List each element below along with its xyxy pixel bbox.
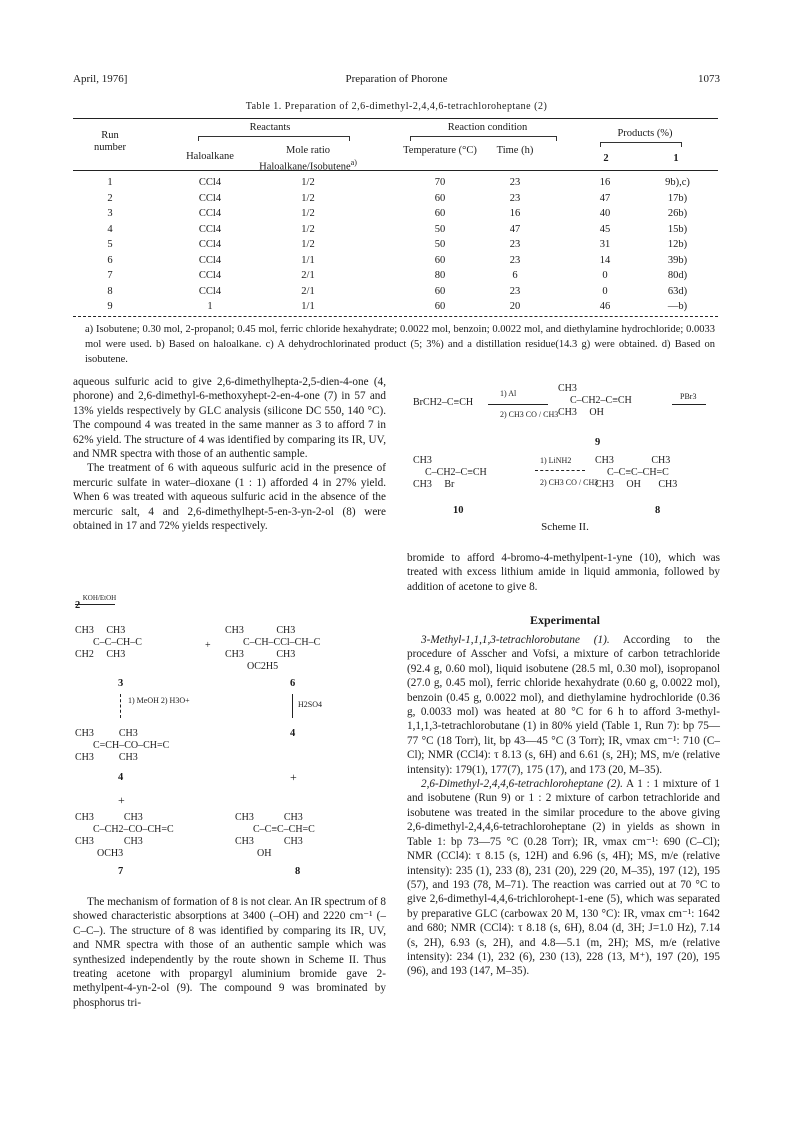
running-header-title: Preparation of Phorone: [345, 73, 448, 85]
plus-sign: +: [205, 640, 211, 651]
table-row: [73, 255, 718, 268]
table-cell-ratio: 1/2: [301, 192, 315, 204]
reagent-h2so4: H2SO4: [298, 700, 323, 709]
reagent-acetone: 2) CH3 CO / CH3: [500, 410, 559, 419]
paragraph: 3-Methyl-1,1,1,3-tetrachlorobutane (1). According to the procedure of Asscher and Vofsi, a mixture of carbon tetrachloride (92.4 g, 0.60 mol), liquid isobutene (28.5 ml, 0.30 mol), isopropanol (27.0 g, 0.45 mol), ferric chloride hexahydrate (0.60 g, 0.0022 mol), benzoin (0.45 g, 0.0022 mol), and diethylamine hydrochloride (0.36 g, 0.0033 mol) was heated at 80 °C for 6 h to afford 3-methyl-1,1,1,3-tetrachlorobutane (1) in 80% yield (Table 1, Run 7): bp 75—77 °C (18 Torr), lit, bp 43—45 °C (3 Torr); IR, νmax cm⁻¹: 710 (C–Cl); NMR (CCl4): τ 8.13 (s, 6H) and 6.61 (s, 2H); MS, m/e (relative intensity): 179(1), 177(7), 175 (17), and 173 (20, M–35).: [407, 634, 721, 776]
table-cell-temp: 80: [434, 270, 446, 281]
table-cell-run: 5: [107, 239, 113, 250]
right-column-text-2: [407, 633, 720, 979]
table-cell-p2: 0: [602, 285, 608, 297]
table-cell-p2: 16: [599, 177, 611, 188]
compound-4: CH3 CH3 C=CH–CO–CH=C CH3 CH3: [75, 728, 170, 763]
table-cell-time: 23: [509, 177, 521, 188]
table-cell-p2: 47: [599, 192, 611, 204]
table-cell-halo: 1: [207, 301, 213, 312]
table-cell-p2: 31: [599, 239, 611, 250]
table-cell-run: 7: [107, 270, 113, 281]
table-cell-ratio: 1/1: [301, 254, 315, 266]
table-cell-halo: CCl4: [198, 270, 222, 281]
compound-9: CH3 C–CH2–C≡CH CH3 OH: [558, 383, 632, 418]
paragraph: aqueous sulfuric acid to give 2,6-dimethylhepta-2,5-dien-4-one (4, phorone) and 2,6-dimethyl-6-methoxyhept-2-en-4-one (7) in 57 and 13% yields respectively by GLC analysis (silicone DC 550, 140 °C). The compound 4 was treated in the same manner as 3 to afford 7 in 62% yield. The structure of 4 was identified by comparing its IR, UV, and NMR spectra with those of an authentic sample.: [73, 376, 386, 461]
table-cell-time: 23: [509, 285, 521, 297]
table-cell-ratio: 1/2: [301, 239, 315, 250]
right-column-text-1: [407, 551, 720, 594]
table-cell-run: 1: [107, 177, 113, 188]
page-number: 1073: [698, 73, 720, 85]
table-row: [73, 239, 718, 252]
label-7: 7: [118, 866, 124, 877]
bromide-start: BrCH2–C≡CH: [413, 397, 474, 408]
arrow-3-to-4: [120, 694, 121, 718]
table-cell-p1: 15b): [667, 223, 688, 235]
header-mole-ratio: Mole ratio Haloalkane/Isobutene$^{a)}$: [259, 145, 357, 173]
label-8: 8: [295, 866, 301, 877]
table-cell-p1: 9b),c): [665, 177, 690, 188]
table-cell-p2: 40: [599, 208, 611, 219]
compound-8: CH3 CH3 C–C≡C–CH=C CH3 CH3 OH: [235, 812, 315, 859]
table-bottom-rule: [73, 316, 718, 317]
label-4: 4: [118, 772, 124, 783]
table-cell-time: 20: [509, 301, 521, 312]
table-row: [73, 208, 718, 221]
header-time: Time (h): [496, 145, 534, 156]
products-brace: [600, 142, 682, 147]
table-cell-ratio: 2/1: [301, 285, 315, 297]
paragraph: bromide to afford 4-bromo-4-methylpent-1-yne (10), which was treated with excess lithium amide in liquid ammonia, followed by addition of acetone to give 8.: [407, 552, 720, 593]
table-cell-halo: CCl4: [198, 223, 222, 235]
table-cell-time: 23: [509, 239, 521, 250]
header-haloalkane: Haloalkane: [186, 151, 234, 162]
header-reaction-condition: Reaction condition: [447, 122, 528, 133]
reagent-pbr3: PBr3: [680, 392, 697, 401]
table-cell-p1: —b): [667, 301, 688, 312]
table-cell-time: 23: [509, 254, 521, 266]
table-cell-p2: 45: [599, 223, 611, 235]
table-row: [73, 193, 718, 206]
table-cell-p1: 12b): [667, 239, 688, 250]
table-cell-temp: 50: [434, 239, 446, 250]
label-3: 3: [118, 678, 124, 689]
label-6: 6: [290, 678, 296, 689]
label-10: 10: [453, 505, 464, 516]
left-column-text-1: [73, 375, 386, 533]
header-product-2: 2: [603, 153, 609, 164]
table-cell-temp: 70: [434, 177, 446, 188]
table-footnotes: a) Isobutene; 0.30 mol, 2-propanol; 0.45 mol, ferric chloride hexahydrate; 0.0022 mol, benzoin; 0.0022 mol, and diethylamine hydrochloride; 0.0033 mol were used. b) Based on haloalkane. c) A dehydrochlorinated product (5; 3%) and a distillation residue(14.3 g) were obtained. d) Based on isobutene.: [85, 324, 715, 365]
table-cell-halo: CCl4: [198, 239, 222, 250]
table-cell-run: 6: [107, 254, 113, 266]
table-cell-p1: 63d): [667, 285, 688, 297]
table-cell-halo: CCl4: [198, 208, 222, 219]
reagent-linh2: 1) LiNH2: [540, 456, 572, 465]
table-cell-halo: CCl4: [198, 192, 222, 204]
paragraph: 2,6-Dimethyl-2,4,4,6-tetrachloroheptane (2). A 1 : 1 mixture of 1 and isobutene (Run 9) or 1 : 2 mixture of carbon tetrachloride and isobutene was treated in the similar procedure to the above giving 2,6-dimethyl-2,4,4,6-tetrachloroheptane (2) in yields as shown in Table 1: bp 73—75 °C (0.28 Torr); IR, νmax cm⁻¹: 690 (C–Cl); NMR (CCl4): τ 8.15 (s, 12H) and 6.96 (s, 4H); MS, m/e (relative intensity): 235 (1), 233 (8), 231 (20), 229 (20, M–35), 197 (12), 195 (57), and 193 (78, M–71). The reaction was carried out at 70 °C to give 2,6-dimethyl-4,4,6-trichlorohept-1-ene (5), which was separated by preparative GLC (carbowax 20 M, 130 °C): IR, νmax cm⁻¹: 1642 and 680; NMR (CCl4): τ 8.18 (s, 6H), 8.04 (d, 3H; J=1.0 Hz), 7.14 (s, 2H), 6.93 (s, 2H), and 4.8—5.1 (m, 2H); MS, m/e (relative intensity): 234 (1), 232 (6), 230 (13), 228 (13, M⁺), 197 (20), 195 (96), and 193 (147, M–35).: [407, 778, 720, 978]
table-cell-run: 8: [107, 285, 113, 297]
scheme1-start: 2 $^{KOH/EtOH}$: [75, 594, 117, 611]
label-4-right: 4: [290, 728, 296, 739]
reagent-meoh: 1) MeOH 2) H3O+: [128, 696, 190, 705]
table-cell-time: 47: [509, 223, 521, 235]
table-cell-halo: CCl4: [198, 177, 222, 188]
table-cell-run: 9: [107, 301, 113, 312]
table-row: [73, 224, 718, 237]
plus-sign: +: [290, 770, 297, 784]
header-product-1: 1: [673, 153, 679, 164]
table-cell-p1: 17b): [667, 192, 688, 204]
table-row: [73, 301, 718, 314]
paragraph: The mechanism of formation of 8 is not clear. An IR spectrum of 8 showed characteristic absorptions at 3400 (–OH) and 2220 cm⁻¹ (–C–C–). The structure of 8 was identified by comparing its IR, UV, and NMR spectra with those of an authentic sample which was synthesized independently by the route shown in Scheme II. Thus treating acetone with propargyl aluminium bromide gave 2-methylpent-4-yn-2-ol (9). The compound 9 was brominated by phosphorus tri-: [73, 896, 386, 1009]
scheme-caption: Scheme II.: [541, 521, 589, 533]
reagent-acetone-2: 2) CH3 CO / CH3: [540, 478, 599, 487]
table-cell-run: 2: [107, 192, 113, 204]
header-run-number: Run number: [93, 130, 127, 153]
compound-10: CH3 C–CH2–C≡CH CH3 Br: [413, 455, 487, 490]
arrow-6-to-4: [292, 694, 293, 718]
header-reactants: Reactants: [249, 122, 291, 133]
label-8-scheme2: 8: [655, 505, 661, 516]
table-cell-temp: 60: [434, 254, 446, 266]
table-cell-p2: 46: [599, 301, 611, 312]
section-heading-experimental: Experimental: [530, 613, 600, 627]
compound-3: CH3 CH3 C–C–CH–C CH2 CH3: [75, 625, 142, 660]
plus-sign: +: [118, 793, 125, 807]
left-column-text-2: [73, 895, 386, 1010]
table-cell-halo: CCl4: [198, 285, 222, 297]
table-cell-time: 16: [509, 208, 521, 219]
table-cell-run: 4: [107, 223, 113, 235]
table-cell-ratio: 1/1: [301, 301, 315, 312]
table-row: [73, 286, 718, 299]
reagent-al: 1) Al: [500, 389, 517, 398]
running-header-date: April, 1976]: [73, 73, 128, 85]
table-cell-temp: 60: [434, 192, 446, 204]
table-cell-p1: 26b): [667, 208, 688, 219]
arrow-scheme2-2: [672, 404, 706, 405]
reactants-brace: [198, 136, 350, 141]
arrow-scheme2-1: [488, 404, 548, 405]
table-cell-halo: CCl4: [198, 254, 222, 266]
table-cell-p1: 80d): [667, 270, 688, 281]
paragraph: The treatment of 6 with aqueous sulfuric acid in the presence of mercuric sulfate in water–dioxane (1 : 1) afforded 4 in 27% yield. When 6 was treated with aqueous sulfuric acid in the absence of the mercuric salt, 4 and 2,6-dimethylhept-5-en-3-yn-2-ol (8) were obtained in 17 and 72% yields respectively.: [73, 462, 386, 533]
table-cell-p2: 0: [602, 270, 608, 281]
table-row: [73, 270, 718, 283]
table-row: [73, 177, 718, 190]
compound-6: CH3 CH3 C–CH–CCl–CH–C CH3 CH3 OC2H5: [225, 625, 321, 672]
table-title: Table 1. Preparation of 2,6-dimethyl-2,4,4,6-tetrachloroheptane (2): [245, 101, 548, 112]
label-9: 9: [595, 437, 601, 448]
table-cell-run: 3: [107, 208, 113, 219]
table-cell-ratio: 1/2: [301, 177, 315, 188]
header-products: Products (%): [617, 128, 673, 139]
table-cell-time: 23: [509, 192, 521, 204]
table-cell-temp: 60: [434, 208, 446, 219]
table-cell-p1: 39b): [667, 254, 688, 266]
table-cell-ratio: 1/2: [301, 223, 315, 235]
table-cell-ratio: 1/2: [301, 208, 315, 219]
compound-7: CH3 CH3 C–CH2–CO–CH=C CH3 CH3 OCH3: [75, 812, 174, 859]
table-cell-temp: 60: [434, 285, 446, 297]
table-cell-ratio: 2/1: [301, 270, 315, 281]
table-cell-temp: 60: [434, 301, 446, 312]
table-header-rule: [73, 170, 718, 171]
table-cell-p2: 14: [599, 254, 611, 266]
table-top-rule: [73, 118, 718, 119]
arrow-scheme2-3: [535, 470, 585, 471]
header-temperature: Temperature (°C): [403, 145, 477, 156]
table-cell-time: 6: [512, 270, 518, 281]
compound-8-scheme2: CH3 CH3 C–C≡C–CH=C CH3 OH CH3: [595, 455, 678, 490]
table-cell-temp: 50: [434, 223, 446, 235]
reaction-brace: [410, 136, 557, 141]
